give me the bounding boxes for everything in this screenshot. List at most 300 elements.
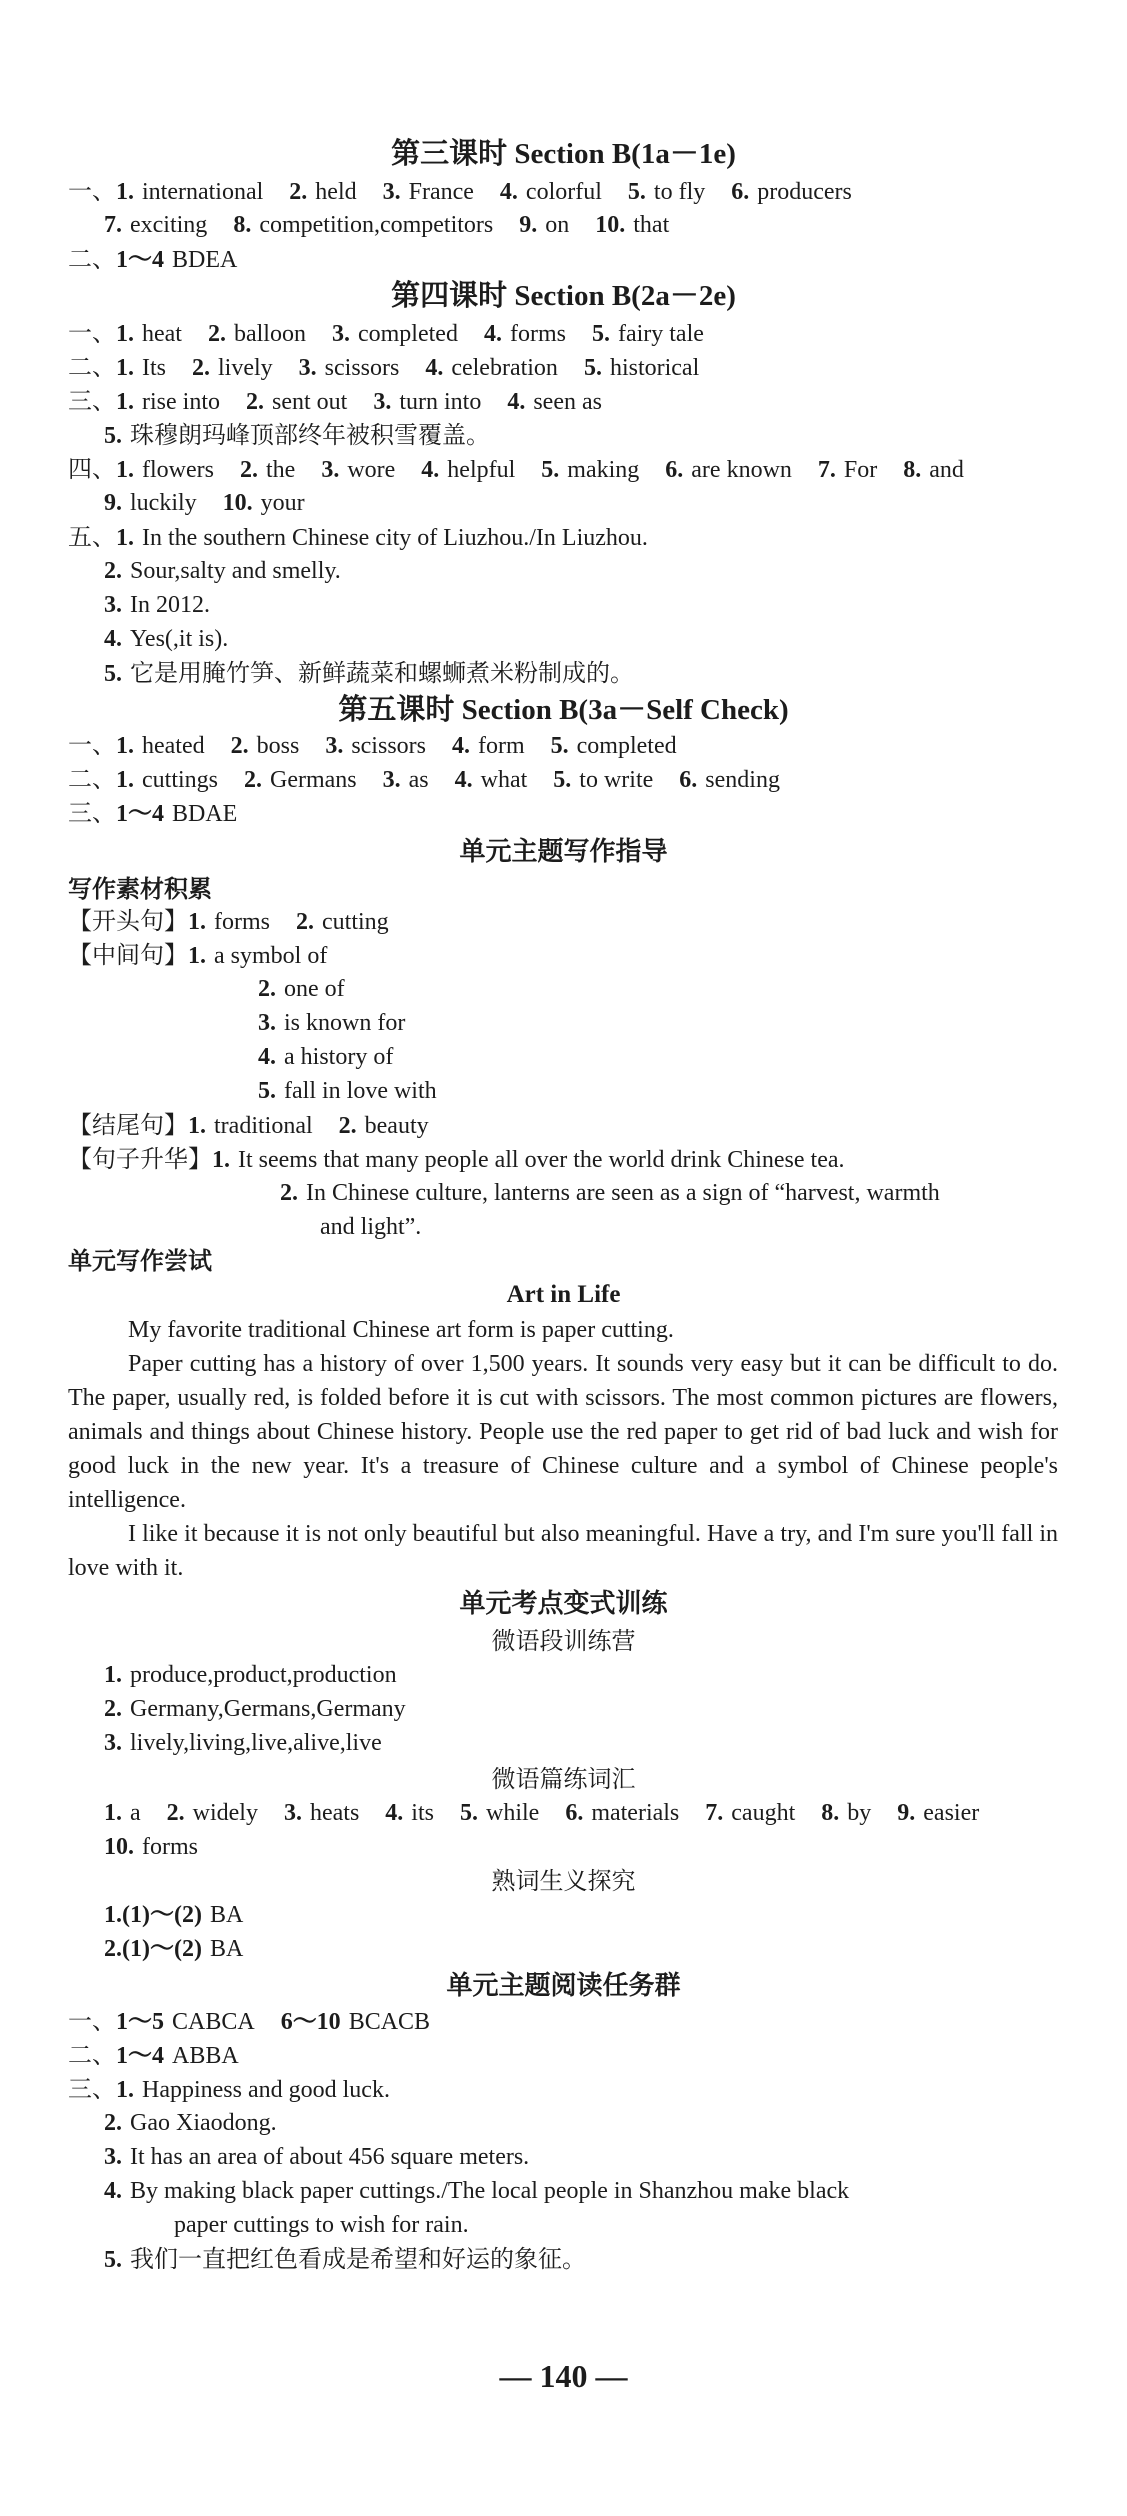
answer-number: 2. <box>230 733 249 759</box>
answer-item <box>104 558 341 584</box>
section-heading-lesson3: 第三课时 Section B(1a－1e) <box>391 138 736 170</box>
answer-number: 2. <box>239 457 258 483</box>
answer-row <box>68 244 263 275</box>
answer-item <box>565 1800 679 1826</box>
answer-item <box>244 767 357 793</box>
answer-number: 2. <box>246 389 264 415</box>
answer-number: 2. <box>104 558 122 584</box>
answer-item <box>116 525 648 551</box>
answer-item <box>104 661 634 687</box>
answer-item <box>167 1800 258 1826</box>
answer-item <box>321 457 395 483</box>
answer-number: 3. <box>321 457 340 483</box>
answer-text: cutting <box>322 909 389 935</box>
answer-item <box>116 179 263 205</box>
answer-text: easier <box>923 1800 980 1826</box>
question-group-prefix: 三、 <box>68 387 116 415</box>
question-group-prefix: 一、 <box>68 731 116 759</box>
answer-number: 1. <box>188 1113 206 1139</box>
answer-number: 3. <box>104 2144 122 2170</box>
answer-number: 4. <box>451 733 470 759</box>
question-group-prefix: 一、 <box>68 2007 116 2035</box>
answer-item <box>325 733 426 759</box>
answer-item <box>731 179 852 205</box>
answer-item <box>104 2110 277 2136</box>
answer-item <box>208 321 306 347</box>
answer-text: BA <box>209 1902 244 1928</box>
answer-text: completed <box>357 321 458 347</box>
answer-number: 2.(1)～(2) <box>104 1936 202 1962</box>
answer-item <box>903 457 964 483</box>
essay-paragraph <box>68 1517 1058 1585</box>
answer-row <box>104 1832 224 1862</box>
training-subheading-3: 熟词生义探究 <box>491 1867 636 1895</box>
answer-row <box>104 2108 303 2138</box>
answer-row <box>104 1728 408 1758</box>
answer-number: 1. <box>116 767 134 793</box>
answer-row <box>104 1934 269 1964</box>
answer-text: boss <box>256 733 300 759</box>
essay-paragraph-text: My favorite traditional Chinese art form is paper cutting. <box>128 1317 674 1343</box>
answer-text: and light”. <box>320 1214 422 1240</box>
answer-text: while <box>485 1800 540 1826</box>
answer-number: 3. <box>382 179 401 205</box>
answer-item <box>332 321 458 347</box>
answer-number: 9. <box>104 490 122 516</box>
answer-text: fall in love with <box>284 1078 437 1104</box>
answer-row <box>174 2210 495 2240</box>
answer-text: balloon <box>233 321 306 347</box>
answer-text: celebration <box>451 355 558 381</box>
answer-row <box>68 2074 416 2105</box>
answer-item <box>553 767 653 793</box>
answer-item <box>584 355 699 381</box>
answer-row <box>68 798 263 829</box>
answer-row <box>104 624 254 654</box>
answer-item <box>383 179 474 205</box>
answer-row <box>104 658 660 689</box>
answer-number: 4. <box>385 1800 404 1826</box>
answer-number: 4. <box>258 1044 276 1070</box>
answer-text: lively,living,live,alive,live <box>130 1730 382 1756</box>
answer-item <box>212 1147 845 1173</box>
answer-row <box>68 730 703 761</box>
answer-text: scissors <box>351 733 426 759</box>
answer-text: Sour,salty and smelly. <box>130 558 341 584</box>
answer-text: France <box>408 179 474 205</box>
answer-item <box>665 457 792 483</box>
answer-text: Its <box>142 355 166 381</box>
answer-row <box>104 2244 612 2275</box>
answer-text: colorful <box>525 179 602 205</box>
answer-text: its <box>411 1800 434 1826</box>
answer-item <box>320 1214 421 1240</box>
answer-number: 8. <box>233 212 252 238</box>
answer-number: 6～10 <box>280 2009 341 2035</box>
answer-item <box>339 1113 429 1139</box>
answer-item <box>383 767 429 793</box>
answer-number: 1～4 <box>116 2043 164 2069</box>
answer-item <box>897 1800 979 1826</box>
answer-number: 3. <box>258 1010 276 1036</box>
answer-item <box>104 1834 198 1860</box>
answer-text: luckily <box>130 490 197 516</box>
training-subheading-2: 微语篇练词汇 <box>491 1765 636 1793</box>
answer-item <box>258 1010 405 1036</box>
answer-text: form <box>477 733 525 759</box>
answer-text: Yes(,it is). <box>130 626 229 652</box>
answer-item <box>551 733 677 759</box>
answer-item <box>104 490 197 516</box>
answer-item <box>258 1078 437 1104</box>
answer-text: a history of <box>284 1044 394 1070</box>
answer-item <box>116 355 166 381</box>
answer-number: 1.(1)～(2) <box>104 1902 202 1928</box>
answer-item <box>174 2212 469 2238</box>
answer-item <box>628 179 705 205</box>
answer-text: cuttings <box>142 767 218 793</box>
answer-number: 5. <box>550 733 569 759</box>
answer-item <box>116 801 237 827</box>
answer-number: 6. <box>731 179 750 205</box>
answer-row <box>68 454 990 485</box>
answer-item <box>460 1800 539 1826</box>
answer-text: sent out <box>272 389 348 415</box>
question-group-prefix: 二、 <box>68 765 116 793</box>
answer-number: 2. <box>104 2110 122 2136</box>
answer-text: exciting <box>130 212 208 238</box>
answer-number: 5. <box>591 321 610 347</box>
training-subheading-1: 微语段训练营 <box>491 1627 636 1655</box>
answer-item <box>188 943 327 969</box>
answer-item <box>116 457 214 483</box>
answer-number: 1. <box>116 321 134 347</box>
answer-number: 1. <box>116 355 134 381</box>
question-group-prefix: 三、 <box>68 799 116 827</box>
answer-number: 1～5 <box>116 2009 164 2035</box>
answer-text: lively <box>218 355 273 381</box>
answer-item <box>116 2077 390 2103</box>
answer-text: as <box>408 767 429 793</box>
answer-number: 9. <box>519 212 538 238</box>
phrase-row <box>258 1008 431 1038</box>
answer-text: sending <box>705 767 780 793</box>
answer-item <box>425 355 558 381</box>
answer-number: 2. <box>192 355 210 381</box>
answer-item <box>116 389 220 415</box>
answer-text: your <box>260 490 305 516</box>
answer-row <box>68 2006 456 2037</box>
essay-paragraph-text: Paper cutting has a history of over 1,500 years. It sounds very easy but it can be difficult to do. The paper, usually red, is folded before it is cut with scissors. The most common pictures are flowers, animals and things about Chinese history. People use the red paper to get rid of bad luck and wish for good luck in the new year. It's a treasure of Chinese culture and a symbol of Chinese people's intelligence. <box>68 1351 1058 1513</box>
answer-item <box>104 2144 529 2170</box>
answer-text: is known for <box>284 1010 406 1036</box>
answer-item <box>421 457 515 483</box>
answer-text: heats <box>309 1800 360 1826</box>
answer-text: one of <box>284 976 345 1002</box>
answer-number: 2. <box>244 767 262 793</box>
answer-item <box>281 2009 430 2035</box>
answer-number: 1. <box>116 179 134 205</box>
answer-item <box>299 355 400 381</box>
answer-text: seen as <box>533 389 602 415</box>
answer-text: Germans <box>270 767 357 793</box>
phrase-row <box>280 1178 966 1208</box>
answer-row <box>104 210 695 240</box>
answer-text: caught <box>731 1800 796 1826</box>
answer-item <box>233 212 493 238</box>
phrase-row <box>258 1076 463 1106</box>
answer-text: BDEA <box>172 247 238 273</box>
question-group-prefix: 二、 <box>68 245 116 273</box>
answer-number: 7. <box>705 1800 724 1826</box>
answer-item <box>231 733 300 759</box>
answer-text: turn into <box>399 389 482 415</box>
question-group-prefix: 二、 <box>68 2041 116 2069</box>
answer-item <box>484 321 566 347</box>
answer-number: 1. <box>116 389 134 415</box>
answer-number: 2. <box>207 321 226 347</box>
answer-number: 4. <box>425 355 444 381</box>
training-heading: 单元考点变式训练 <box>459 1589 668 1619</box>
answer-number: 3. <box>373 389 392 415</box>
answer-text: scissors <box>324 355 400 381</box>
answer-text: forms <box>142 1834 198 1860</box>
answer-text: flowers <box>142 457 214 483</box>
answer-number: 1. <box>116 2077 134 2103</box>
answer-item <box>679 767 780 793</box>
answer-text: For <box>843 457 878 483</box>
answer-number: 6. <box>565 1800 584 1826</box>
answer-row <box>68 176 878 207</box>
answer-number: 5. <box>553 767 572 793</box>
answer-item <box>104 2247 586 2273</box>
phrase-row <box>68 1144 871 1175</box>
answer-number: 1. <box>116 525 134 551</box>
answer-row <box>68 386 628 417</box>
answer-item <box>385 1800 434 1826</box>
answer-item <box>705 1800 795 1826</box>
answer-number: 2. <box>104 1696 122 1722</box>
answer-item <box>104 212 207 238</box>
answer-number: 3. <box>104 1730 122 1756</box>
answer-number: 5. <box>459 1800 478 1826</box>
answer-item <box>296 909 389 935</box>
answer-item <box>116 321 182 347</box>
answer-text: Germany,Germans,Germany <box>130 1696 406 1722</box>
answer-number: 8. <box>903 457 922 483</box>
answer-item <box>592 321 704 347</box>
answer-text: wore <box>347 457 396 483</box>
answer-row <box>68 352 725 383</box>
answer-text: by <box>847 1800 872 1826</box>
answer-number: 3. <box>283 1800 302 1826</box>
answer-text: beauty <box>364 1113 429 1139</box>
answer-text: producers <box>757 179 852 205</box>
answer-number: 2. <box>280 1180 298 1206</box>
answer-row <box>104 1900 269 1930</box>
essay-paragraph <box>68 1313 1058 1347</box>
answer-text: By making black paper cuttings./The local people in Shanzhou make black <box>130 2178 850 2204</box>
answer-item <box>289 179 356 205</box>
answer-text: historical <box>609 355 700 381</box>
answer-text: heated <box>142 733 205 759</box>
answer-number: 4. <box>507 389 526 415</box>
answer-item <box>373 389 481 415</box>
question-group-prefix: 一、 <box>68 319 116 347</box>
answer-item <box>188 1113 313 1139</box>
answer-number: 5. <box>104 661 122 687</box>
answer-item <box>452 733 525 759</box>
question-group-prefix: 一、 <box>68 177 116 205</box>
answer-item <box>188 909 270 935</box>
answer-number: 5. <box>104 423 122 449</box>
answer-text: are known <box>691 457 792 483</box>
answer-text: international <box>142 179 264 205</box>
answer-number: 4. <box>104 626 122 652</box>
section-heading-lesson4: 第四课时 Section B(2a－2e) <box>391 280 736 312</box>
answer-text: In 2012. <box>130 592 210 618</box>
answer-text: what <box>480 767 528 793</box>
answer-item <box>821 1800 871 1826</box>
answer-row <box>104 2142 555 2172</box>
answer-number: 3. <box>325 733 344 759</box>
answer-text: and <box>929 457 964 483</box>
answer-text: ABBA <box>172 2043 239 2069</box>
answer-item <box>507 389 602 415</box>
phrase-row <box>68 1110 455 1141</box>
answer-text: In Chinese culture, lanterns are seen as a sign of “harvest, warmth <box>306 1180 940 1206</box>
answer-text: forms <box>509 321 566 347</box>
answer-text: that <box>633 212 670 238</box>
answer-text: BCACB <box>348 2009 431 2035</box>
answer-number: 2. <box>338 1113 357 1139</box>
answer-item <box>500 179 602 205</box>
answer-text: to fly <box>653 179 706 205</box>
answer-item <box>240 457 295 483</box>
answer-text: forms <box>214 909 270 935</box>
answer-row <box>104 1798 1005 1828</box>
question-group-prefix: 【开头句】 <box>68 907 188 935</box>
answer-number: 5. <box>104 2247 122 2273</box>
answer-text: completed <box>576 733 677 759</box>
answer-text: heat <box>142 321 182 347</box>
answer-number: 5. <box>258 1078 276 1104</box>
answer-text: materials <box>591 1800 680 1826</box>
question-group-prefix: 【句子升华】 <box>68 1145 212 1173</box>
question-group-prefix: 二、 <box>68 353 116 381</box>
essay-paragraph <box>68 1347 1058 1517</box>
answer-item <box>116 767 218 793</box>
answer-number: 3. <box>298 355 317 381</box>
phrase-row <box>68 906 415 937</box>
answer-number: 2. <box>289 179 308 205</box>
answer-text: 它是用腌竹笋、新鲜蔬菜和螺蛳煮米粉制成的。 <box>130 659 634 687</box>
answer-row <box>68 2040 265 2071</box>
answer-text: Happiness and good luck. <box>142 2077 390 2103</box>
answer-text: making <box>567 457 640 483</box>
answer-number: 1. <box>104 1662 122 1688</box>
answer-row <box>104 488 331 518</box>
answer-text: on <box>545 212 570 238</box>
answer-text: BDAE <box>172 801 238 827</box>
phrase-row <box>68 940 353 971</box>
question-group-prefix: 四、 <box>68 455 116 483</box>
answer-number: 1. <box>104 1800 122 1826</box>
answer-item <box>595 212 669 238</box>
answer-item <box>258 1044 393 1070</box>
answer-number: 10. <box>104 1834 134 1860</box>
answer-number: 1. <box>188 909 206 935</box>
answer-number: 2. <box>296 909 314 935</box>
answer-item <box>104 1696 406 1722</box>
answer-text: held <box>315 179 357 205</box>
answer-number: 3. <box>382 767 401 793</box>
answer-number: 5. <box>541 457 560 483</box>
answer-text: traditional <box>214 1113 313 1139</box>
question-group-prefix: 五、 <box>68 523 116 551</box>
question-group-prefix: 【结尾句】 <box>68 1111 188 1139</box>
answer-text: It has an area of about 456 square meters. <box>130 2144 530 2170</box>
essay-paragraph-text: I like it because it is not only beautiful but also meaningful. Have a try, and I'm sure you'll fall in love with it. <box>68 1521 1058 1581</box>
answer-item <box>519 212 569 238</box>
answer-text: It seems that many people all over the world drink Chinese tea. <box>238 1147 845 1173</box>
answer-item <box>116 247 237 273</box>
phrase-row <box>258 1042 419 1072</box>
answer-row <box>68 522 674 553</box>
answer-text: CABCA <box>172 2009 255 2035</box>
answer-text: helpful <box>447 457 516 483</box>
answer-item <box>192 355 273 381</box>
answer-text: competition,competitors <box>259 212 494 238</box>
answer-number: 3. <box>331 321 350 347</box>
answer-item <box>104 1936 243 1962</box>
answer-item <box>104 423 490 449</box>
answer-text: to write <box>579 767 654 793</box>
answer-text: BA <box>209 1936 244 1962</box>
answer-item <box>541 457 639 483</box>
answer-text: a <box>130 1800 141 1826</box>
answer-item <box>104 2178 849 2204</box>
answer-number: 1. <box>116 457 134 483</box>
section-heading-lesson5: 第五课时 Section B(3a－Self Check) <box>338 694 789 726</box>
answer-item <box>104 626 228 652</box>
answer-text: Gao Xiaodong. <box>130 2110 277 2136</box>
answer-text: a symbol of <box>214 943 328 969</box>
answer-item <box>258 976 345 1002</box>
answer-number: 10. <box>222 490 253 516</box>
answer-number: 1. <box>116 733 134 759</box>
answer-number: 7. <box>104 212 122 238</box>
writing-attempt-subheading: 单元写作尝试 <box>68 1247 212 1275</box>
answer-item <box>223 490 305 516</box>
answer-number: 1. <box>188 943 206 969</box>
answer-item <box>104 1902 243 1928</box>
answer-number: 1. <box>212 1147 230 1173</box>
answer-number: 2. <box>166 1800 185 1826</box>
answer-item <box>104 1730 382 1756</box>
answer-item <box>455 767 528 793</box>
answer-text: 我们一直把红色看成是希望和好运的象征。 <box>130 2245 586 2273</box>
answer-number: 1～4 <box>116 247 164 273</box>
answer-item <box>104 592 210 618</box>
answer-number: 3. <box>104 592 122 618</box>
answer-number: 7. <box>817 457 836 483</box>
answer-number: 8. <box>821 1800 840 1826</box>
answer-text: In the southern Chinese city of Liuzhou./In Liuzhou. <box>142 525 648 551</box>
answer-row <box>104 1694 432 1724</box>
question-group-prefix: 【中间句】 <box>68 941 188 969</box>
writing-materials-subheading: 写作素材积累 <box>68 875 212 903</box>
